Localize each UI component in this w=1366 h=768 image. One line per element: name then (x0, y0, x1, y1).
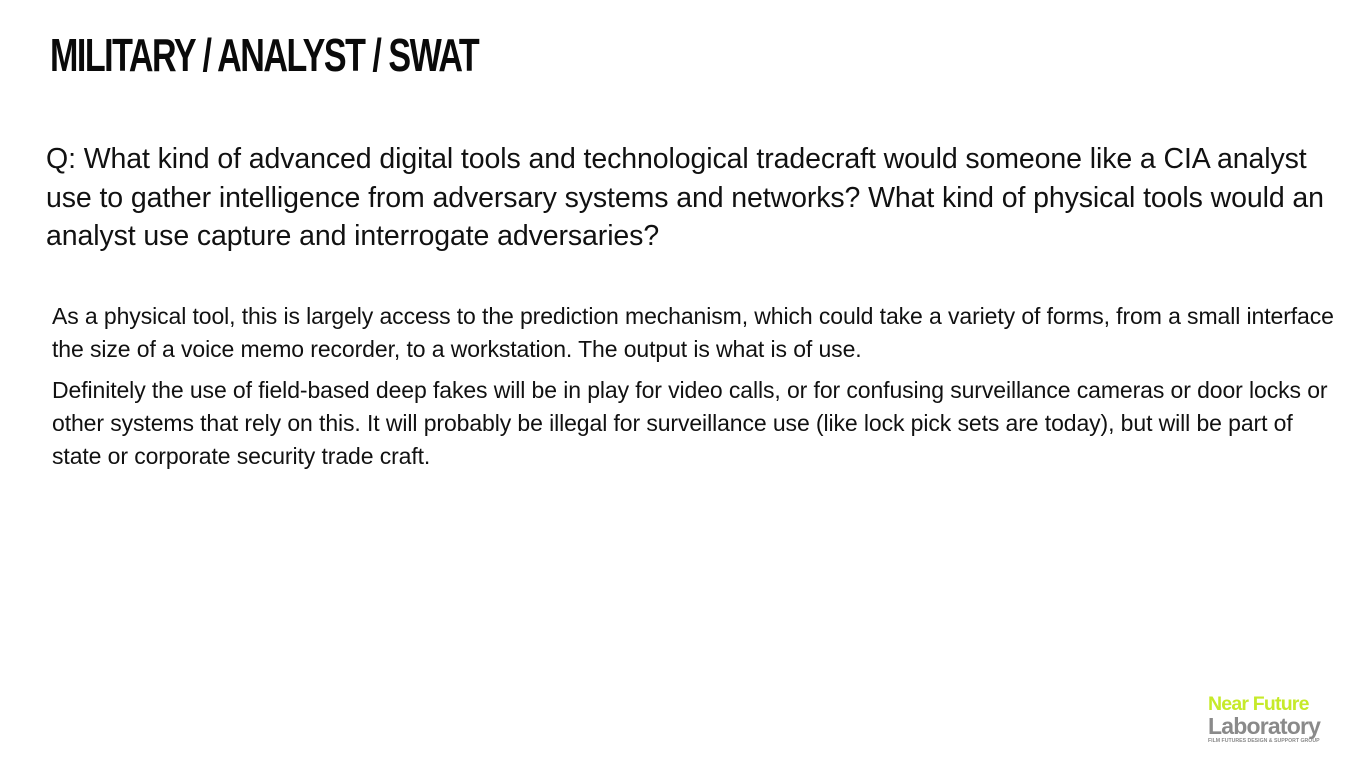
logo-line-near-future: Near Future (1208, 693, 1309, 715)
answer-paragraph: Definitely the use of field-based deep fakes will be in play for video calls, or for confusing surveillance cameras or door locks or other systems that rely on this. It will probably be illegal for surveillance use (like lock pick sets are today), but will be part of state or corporate security trade craft. (52, 377, 1328, 469)
answer-paragraph: As a physical tool, this is largely access to the prediction mechanism, which could take a variety of forms, from a small interface the size of a voice memo recorder, to a workstation. The output is what is of use. (52, 303, 1334, 362)
logo-tagline: FILM FUTURES DESIGN & SUPPORT GROUP (1208, 738, 1320, 744)
logo-line-laboratory: Laboratory (1208, 713, 1321, 739)
slide-title: MILITARY / ANALYST / SWAT (50, 29, 479, 81)
near-future-laboratory-logo (1208, 694, 1338, 745)
answer-list (52, 300, 1342, 481)
question-text: Q: What kind of advanced digital tools and technological tradecraft would someone like a CIA analyst use to gather intelligence from adversary systems and networks? What kind of physical tools would an analyst use capture and interrogate adversaries? (46, 143, 1324, 252)
